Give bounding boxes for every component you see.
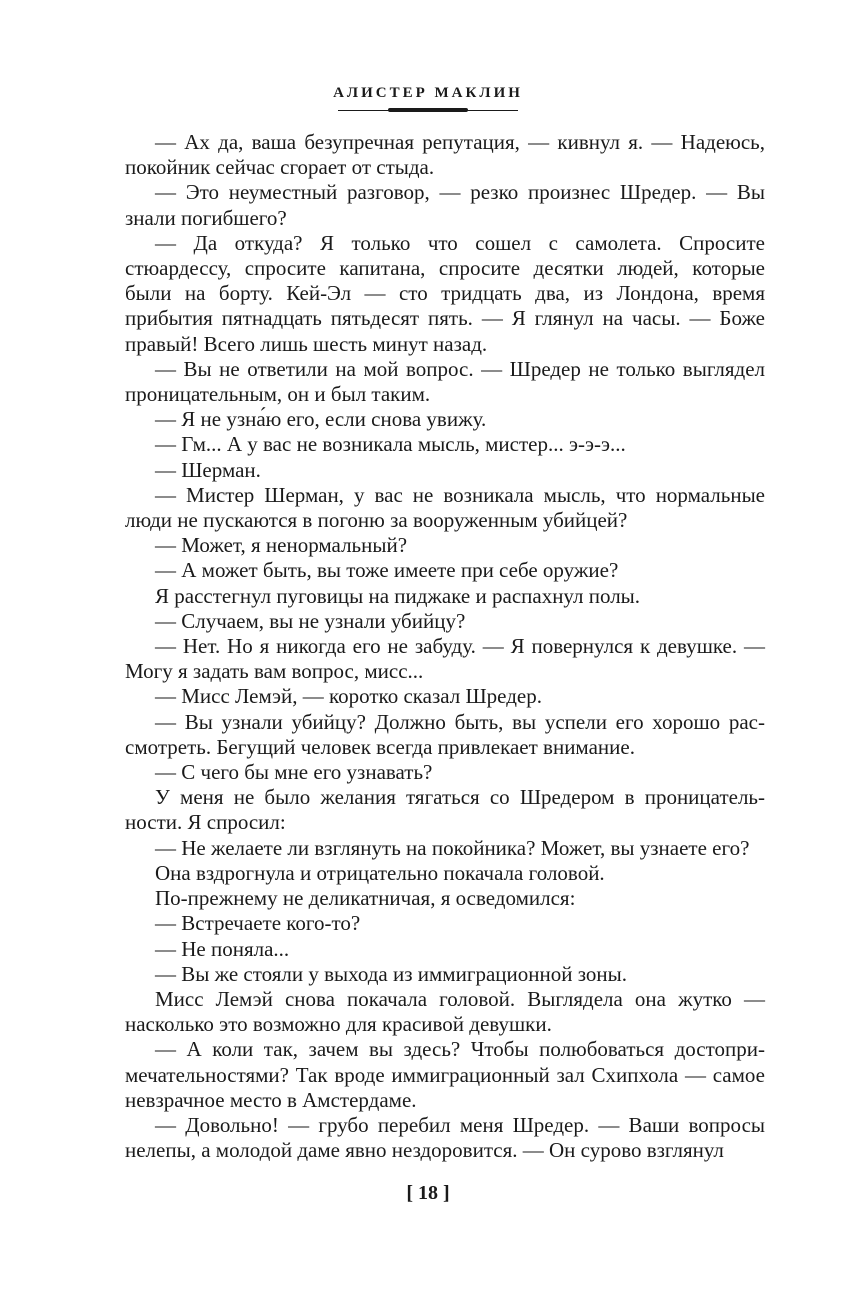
paragraph: — Вы не ответили на мой вопрос. — Шредер не только выглядел проницательным, он и был таким. bbox=[125, 356, 765, 407]
paragraph: — Мистер Шерман, у вас не возникала мысль, что нормальные люди не пускаются в погоню за вооруженным убийцей? bbox=[125, 482, 765, 533]
paragraph: Я расстегнул пуговицы на пиджаке и распахнул полы. bbox=[155, 583, 641, 608]
paragraph: — Вы же стояли у выхода из иммиграционной зоны. bbox=[155, 961, 627, 986]
paragraph: — Это неуместный разговор, — резко произнес Шредер. — Вы знали погибшего? bbox=[125, 180, 765, 230]
running-head-author: АЛИСТЕР МАКЛИН bbox=[333, 85, 523, 101]
paragraph: — А может быть, вы тоже имеете при себе оружие? bbox=[155, 558, 619, 583]
paragraph: Мисс Лемэй снова покачала головой. Выглядела она жутко — насколько это возможно для красивой девушки. bbox=[125, 986, 765, 1037]
paragraph: — Случаем, вы не узнали убийцу? bbox=[155, 608, 466, 633]
paragraph: По-прежнему не деликатничая, я осведомился: bbox=[155, 886, 576, 911]
paragraph: — Нет. Но я никогда его не забуду. — Я повернулся к девушке. — Могу я задать вам вопрос, мисс... bbox=[125, 634, 765, 684]
paragraph: — Я не узна́ю его, если снова увижу. bbox=[155, 407, 487, 432]
paragraph: — Не желаете ли взглянуть на покойника? Может, вы узнаете его? bbox=[155, 835, 750, 860]
paragraph: — Гм... А у вас не возникала мысль, мистер... э-э-э... bbox=[155, 432, 626, 457]
page-header bbox=[0, 84, 856, 115]
paragraph: — Довольно! — грубо перебил меня Шредер. — Ваши вопросы нелепы, а молодой даме явно нездоровится. — Он сурово взглянул bbox=[125, 1112, 765, 1163]
paragraph: — Не поняла... bbox=[155, 936, 290, 961]
paragraph: — Да откуда? Я только что сошел с самолета. Спросите стюардессу, спросите капитана, спросите десятки людей, которые были на борту. Кей-Эл — сто тридцать два, из Лондона, время прибытия пятнадцать пятьдесят пять. — Я глянул на часы. — Боже правый! Всего лишь шесть минут назад. bbox=[125, 230, 765, 356]
paragraph: — Может, я ненормальный? bbox=[155, 533, 408, 558]
paragraph: — С чего бы мне его узнавать? bbox=[155, 760, 433, 785]
body-text bbox=[125, 130, 765, 1163]
paragraph: — А коли так, зачем вы здесь? Чтобы полюбоваться достопримечательностями? Так вроде иммиграционный зал Схипхола — самое невзрачное место в Амстердаме. bbox=[125, 1037, 765, 1112]
paragraph: — Шерман. bbox=[155, 457, 261, 482]
paragraph: У меня не было желания тягаться со Шредером в проницательности. Я спросил: bbox=[125, 785, 765, 835]
page-number: [ 18 ] bbox=[406, 1182, 450, 1204]
paragraph: — Ах да, ваша безупречная репутация, — кивнул я. — Надеюсь, покойник сейчас сгорает от стыда. bbox=[125, 130, 765, 180]
paragraph: — Вы узнали убийцу? Должно быть, вы успели его хорошо рассмотреть. Бегущий человек всегда привлекает внимание. bbox=[125, 709, 765, 759]
paragraph: — Мисс Лемэй, — коротко сказал Шредер. bbox=[155, 684, 542, 709]
paragraph: — Встречаете кого-то? bbox=[155, 911, 361, 936]
paragraph: Она вздрогнула и отрицательно покачала головой. bbox=[155, 860, 605, 885]
header-ornament-rule bbox=[338, 107, 518, 115]
